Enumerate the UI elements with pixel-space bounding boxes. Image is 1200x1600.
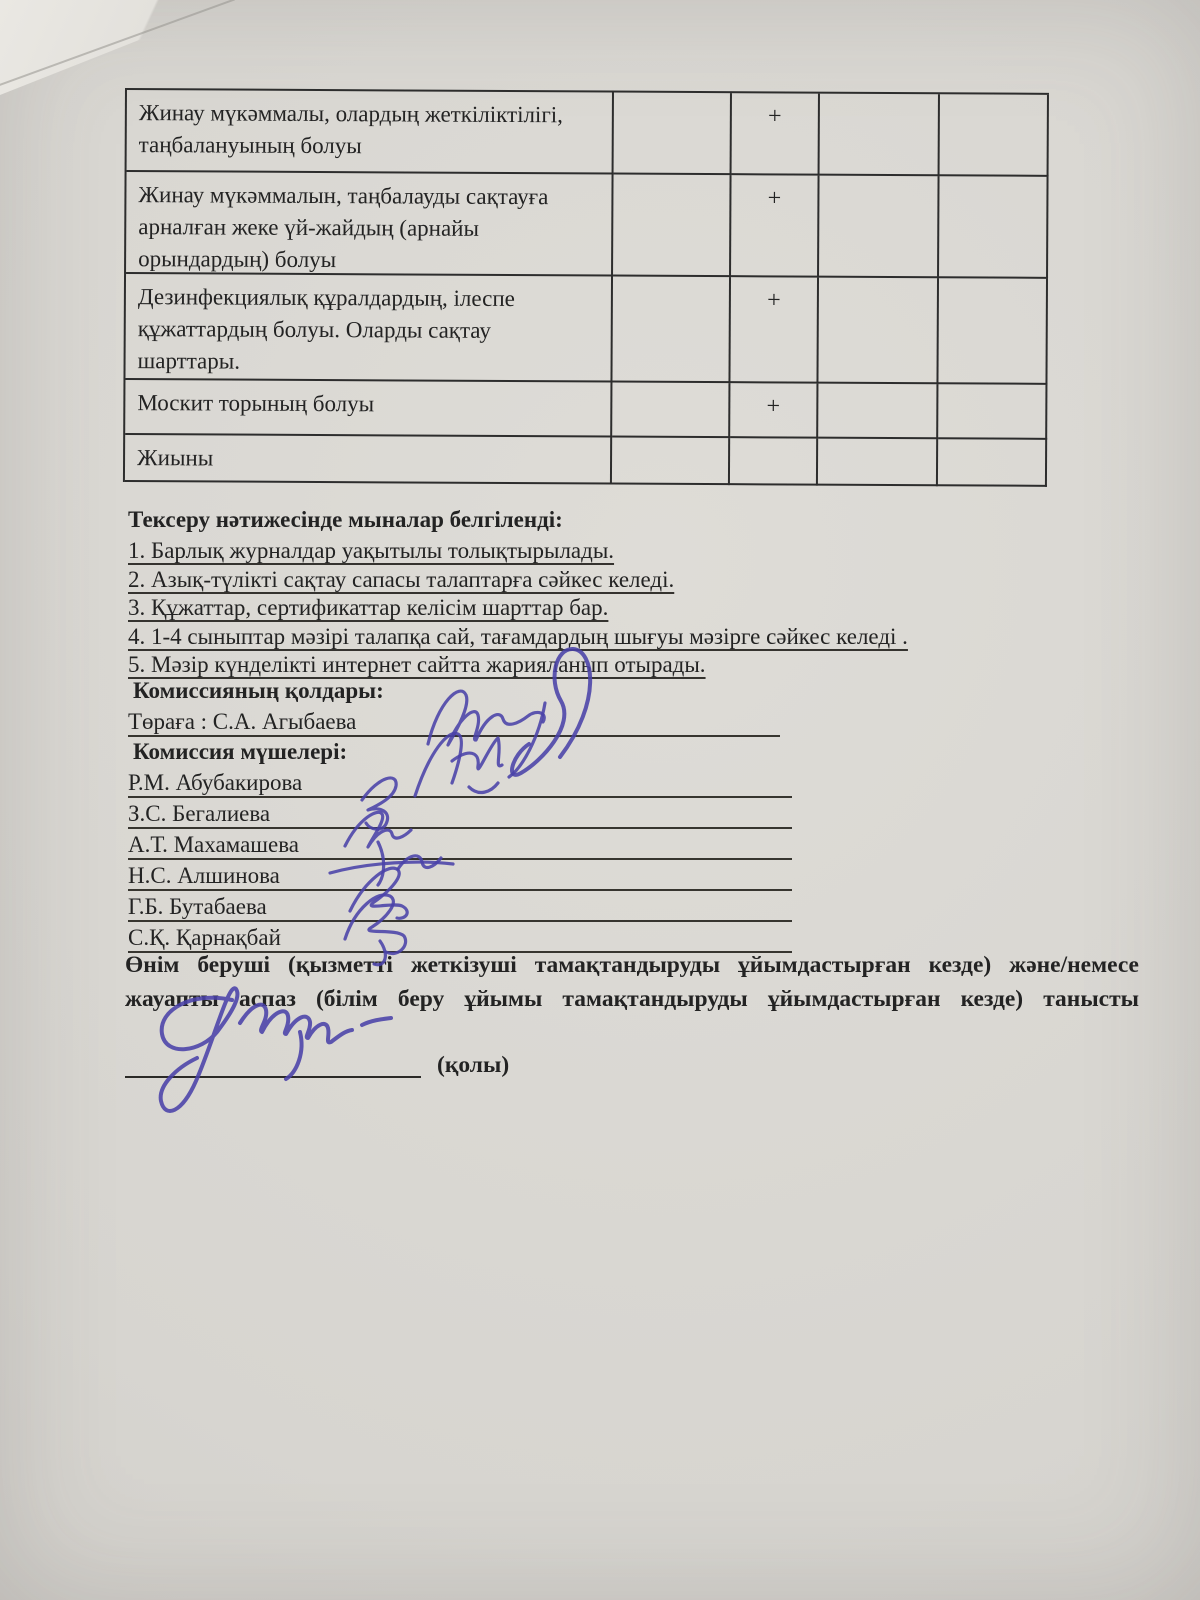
member-signature-line — [128, 860, 792, 891]
member-signature-line — [128, 891, 792, 922]
supplier-acknowledgement-section — [125, 948, 1139, 1078]
finding-item: 4. 1-4 сыныптар мәзірі талапқа сай, тағамдардың шығуы мәзірге сәйкес келеді . — [128, 623, 908, 649]
member-name: З.С. Бегалиева — [128, 801, 271, 826]
row-cell — [938, 278, 1048, 385]
member-name: Н.С. Алшинова — [128, 863, 280, 888]
finding-item: 5. Мәзір күнделікті интернет сайтта жарияланып отырады. — [128, 652, 706, 677]
row-cell — [614, 93, 732, 176]
table-row — [126, 172, 1049, 279]
member-signature-line — [128, 798, 792, 829]
row-label: Москит торының болуы — [125, 380, 612, 438]
members-heading: Комиссия мүшелері: — [133, 739, 348, 764]
commission-signatures-section — [128, 676, 792, 953]
findings-heading: Тексеру нәтижесінде мыналар белгіленді: — [128, 507, 563, 532]
chair-name: Төраға : С.А. Агыбаева — [128, 709, 357, 734]
row-cell — [938, 439, 1047, 487]
finding-item: 1. Барлық журналдар уақытылы толықтырылады. — [128, 538, 615, 563]
member-name: С.Қ. Қарнақбай — [128, 925, 281, 950]
row-label: Дезинфекциялық құралдардың, ілеспе құжаттардың болуы. Оларды сақтау шарттары. — [125, 274, 613, 383]
table-row — [127, 90, 1049, 177]
chair-signature-line — [128, 706, 780, 737]
row-cell — [730, 438, 818, 485]
row-cell — [612, 438, 730, 486]
member-signature-line — [128, 767, 792, 798]
table-row — [125, 380, 1047, 440]
row-label: Жинау мүкәммалы, олардың жеткіліктілігі, таңбалануының болуы — [127, 90, 614, 175]
table-row-total — [125, 435, 1047, 487]
row-cell — [940, 94, 1049, 177]
row-cell — [820, 94, 940, 177]
row-label-total: Жиыны — [125, 435, 612, 485]
table-row — [125, 274, 1048, 385]
member-name: А.Т. Махамашева — [128, 832, 299, 857]
row-cell — [613, 175, 732, 278]
supplier-signature-line — [125, 1050, 421, 1078]
findings-section — [128, 505, 908, 680]
row-cell — [612, 383, 730, 439]
member-name: Г.Б. Бутабаева — [128, 894, 267, 919]
row-cell-checkmark: + — [730, 383, 818, 438]
row-cell-checkmark: + — [732, 93, 820, 175]
member-signature-line — [128, 829, 792, 860]
row-cell — [818, 278, 939, 385]
supplier-signature-row — [125, 1050, 1139, 1078]
row-cell — [938, 384, 1047, 440]
signature-caption: (қолы) — [437, 1052, 510, 1078]
finding-item: 2. Азық-түлікті сақтау сапасы талаптарға сәйкес келеді. — [128, 566, 675, 592]
row-cell — [818, 439, 938, 487]
row-cell — [612, 277, 731, 384]
finding-item: 3. Құжаттар, сертификаттар келісім шарттар бар. — [128, 595, 609, 620]
row-cell-checkmark: + — [730, 277, 819, 383]
row-cell — [819, 176, 940, 279]
signatures-heading: Комиссияның қолдары: — [133, 678, 384, 703]
row-cell-checkmark: + — [731, 175, 820, 277]
inspection-table — [123, 88, 1049, 487]
row-cell — [818, 384, 938, 440]
member-name: Р.М. Абубакирова — [128, 770, 303, 795]
row-cell — [939, 176, 1049, 279]
row-label: Жинау мүкәммалын, таңбалауды сақтауға арналған жеке үй-жайдың (арнайы орындардың) болуы — [126, 172, 614, 277]
supplier-paragraph: Өнім беруші (қызметті жеткізуші тамақтандыруды ұйымдастырған кезде) және/немесе жауапты аспаз (білім беру ұйымы тамақтандыруды ұйымдастырған кезде) танысты — [125, 952, 1139, 1012]
